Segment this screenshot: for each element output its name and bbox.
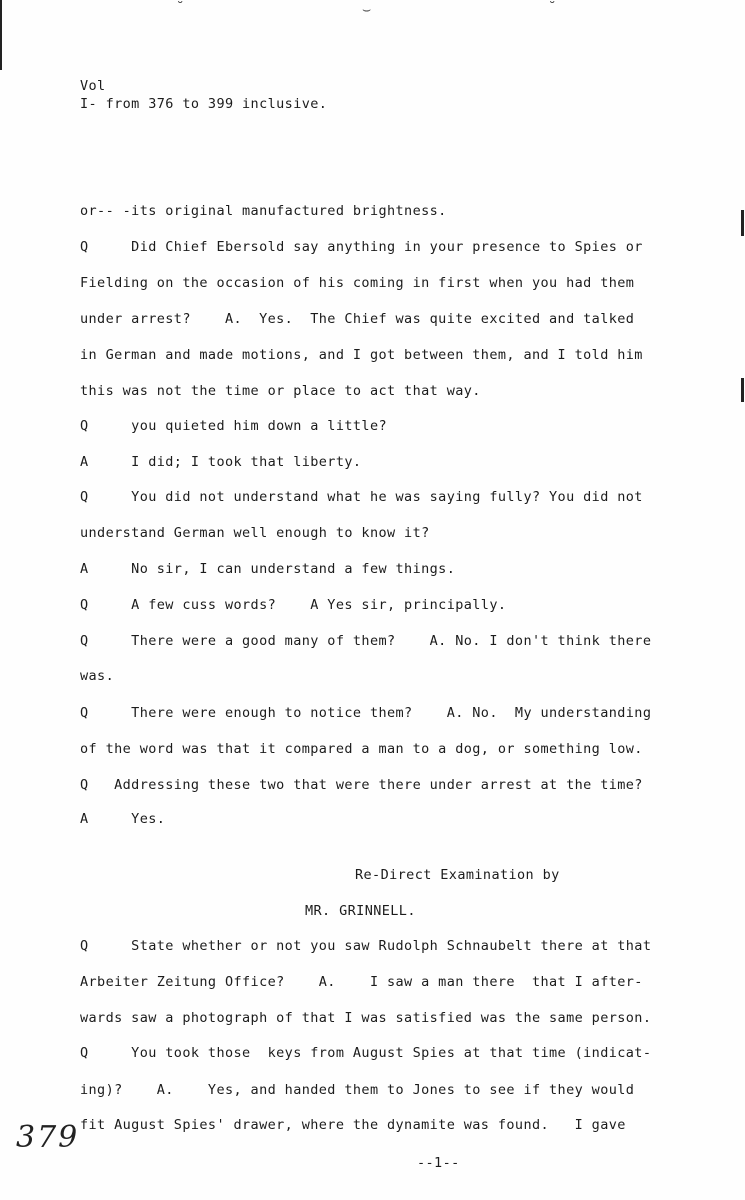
page-edge-mark xyxy=(741,378,744,402)
transcript-line: Q State whether or not you saw Rudolph Schnaubelt there at that xyxy=(80,938,652,954)
transcript-line: Q Did Chief Ebersold say anything in your presence to Spies or xyxy=(80,239,643,255)
page-edge-mark xyxy=(0,0,2,70)
transcript-line: understand German well enough to know it? xyxy=(80,525,430,541)
transcript-line: wards saw a photograph of that I was satisfied was the same person. xyxy=(80,1010,652,1026)
binding-hole-mark: ˘ xyxy=(548,0,557,16)
volume-label: Vol xyxy=(80,78,106,94)
page-edge-mark xyxy=(741,210,744,236)
handwritten-page-number: 379 xyxy=(16,1120,80,1155)
transcript-line: A Yes. xyxy=(80,811,166,827)
transcript-line: A No sir, I can understand a few things. xyxy=(80,561,456,577)
page-number: --1-- xyxy=(417,1155,460,1171)
transcript-line: Q you quieted him down a little? xyxy=(80,418,387,434)
transcript-line: Fielding on the occasion of his coming in first when you had them xyxy=(80,275,635,291)
transcript-line: under arrest? A. Yes. The Chief was quite excited and talked xyxy=(80,311,635,327)
transcript-line: ing)? A. Yes, and handed them to Jones to see if they would xyxy=(80,1082,635,1098)
transcript-line: Q There were a good many of them? A. No. I don't think there xyxy=(80,633,652,649)
transcript-line: Q A few cuss words? A Yes sir, principally. xyxy=(80,597,507,613)
transcript-line: this was not the time or place to act that way. xyxy=(80,383,481,399)
transcript-line: of the word was that it compared a man to a dog, or something low. xyxy=(80,741,643,757)
transcript-line: Q You did not understand what he was saying fully? You did not xyxy=(80,489,643,505)
transcript-line: Q There were enough to notice them? A. No. My understanding xyxy=(80,705,652,721)
transcript-line: fit August Spies' drawer, where the dynamite was found. I gave xyxy=(80,1117,626,1133)
transcript-line: was. xyxy=(80,668,115,684)
volume-range: I- from 376 to 399 inclusive. xyxy=(80,96,328,112)
transcript-line: or-- -its original manufactured brightness. xyxy=(80,203,447,219)
transcript-line: Q You took those keys from August Spies at that time (indicat- xyxy=(80,1045,652,1061)
transcript-line: Arbeiter Zeitung Office? A. I saw a man there that I after- xyxy=(80,974,643,990)
transcript-line: in German and made motions, and I got between them, and I told him xyxy=(80,347,643,363)
transcript-line: A I did; I took that liberty. xyxy=(80,454,362,470)
binding-hole-mark: ⌣ xyxy=(362,2,372,18)
section-heading: Re-Direct Examination by xyxy=(355,867,560,883)
examiner-name: MR. GRINNELL. xyxy=(305,903,416,919)
binding-hole-mark: ˘ xyxy=(176,0,185,16)
transcript-line: Q Addressing these two that were there under arrest at the time? xyxy=(80,777,643,793)
